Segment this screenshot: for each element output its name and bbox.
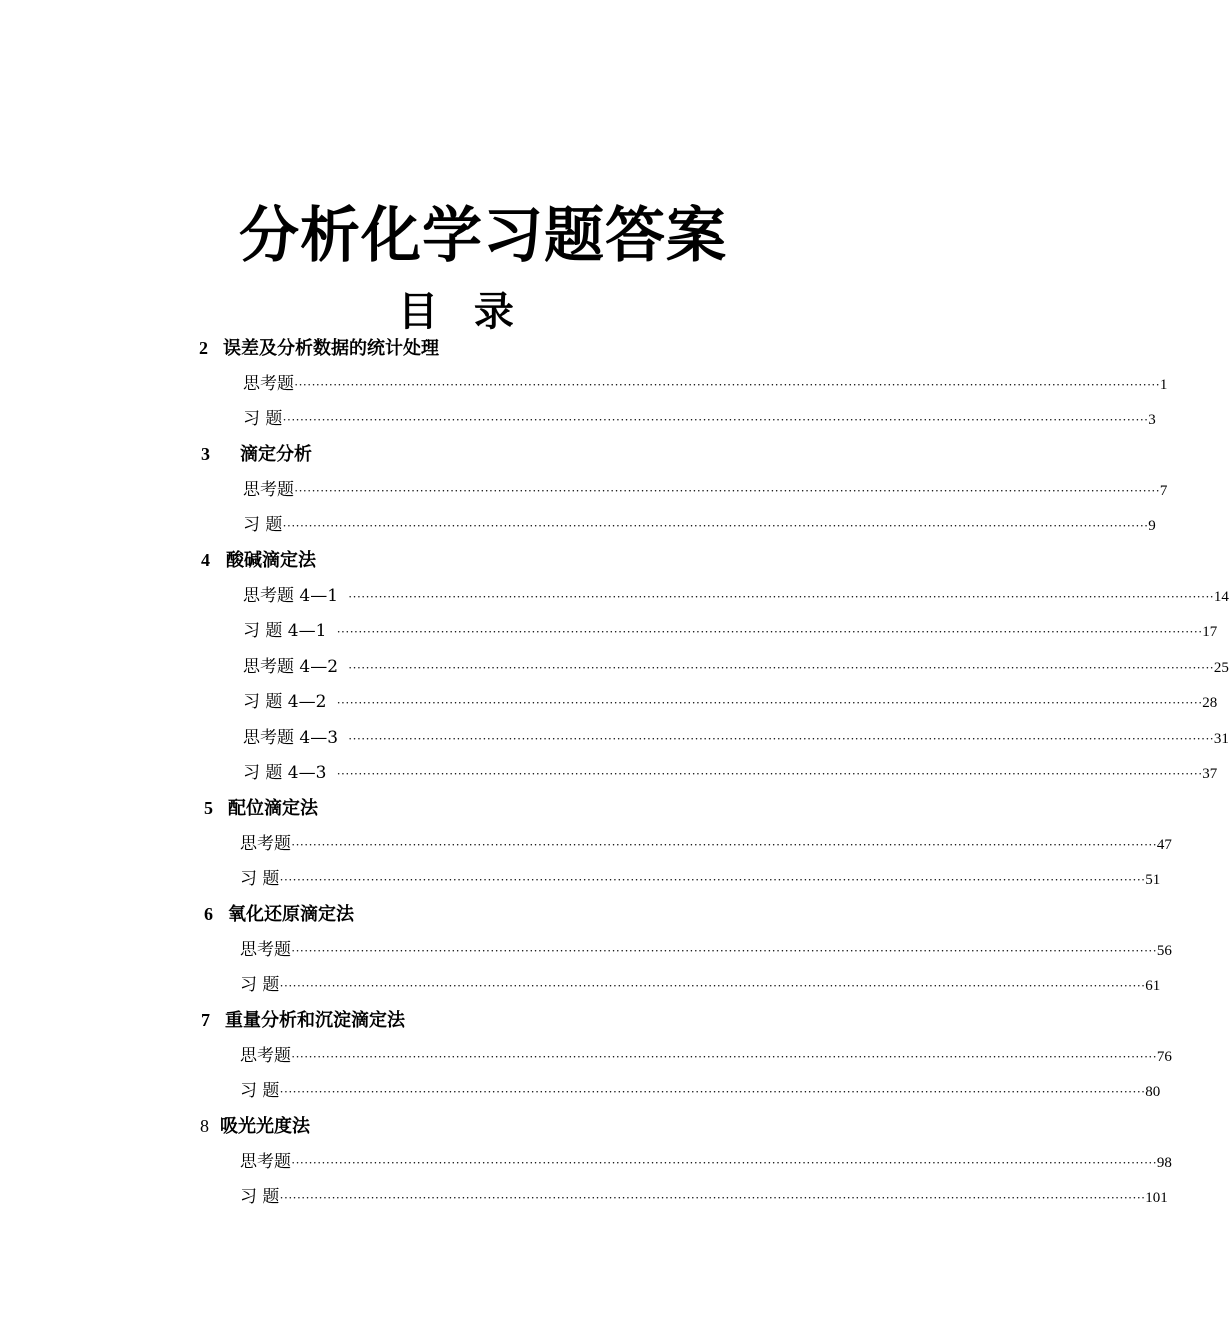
toc-entry[interactable] (240, 972, 1161, 998)
dot-leader: ········································································································································································································ (282, 518, 1149, 533)
entry-label: 习 题 4—2 (243, 692, 327, 712)
document-title: 分析化学习题答案 (239, 201, 727, 271)
toc-heading: 目 录 (398, 288, 514, 335)
entry-page-number: 17 (1202, 624, 1218, 640)
toc-chapter-3[interactable] (201, 441, 312, 467)
chapter-number: 8 (200, 1116, 209, 1136)
dot-leader: ········································································································································································································ (279, 872, 1146, 887)
toc-chapter-2[interactable] (199, 335, 439, 361)
chapter-title: 吸光光度法 (220, 1116, 310, 1137)
chapter-number: 3 (201, 444, 210, 464)
entry-page-number: 28 (1202, 695, 1218, 711)
toc-chapter-8[interactable] (200, 1113, 310, 1139)
toc-chapter-5[interactable] (204, 795, 318, 821)
entry-label: 习 题 (240, 869, 280, 889)
toc-entry[interactable] (243, 583, 1229, 609)
toc-entry[interactable] (243, 512, 1156, 538)
entry-label: 思考题 (243, 374, 294, 394)
chapter-title: 误差及分析数据的统计处理 (223, 338, 439, 359)
dot-leader: ········································································································································································································ (294, 483, 1160, 498)
entry-label: 思考题 4—2 (243, 657, 339, 677)
entry-page-number: 9 (1148, 518, 1156, 534)
entry-page-number: 14 (1213, 589, 1229, 605)
toc-entry[interactable] (243, 371, 1168, 397)
entry-page-number: 80 (1145, 1084, 1161, 1100)
entry-page-number: 98 (1156, 1155, 1172, 1171)
dot-leader: ········································································································································································································ (279, 1084, 1146, 1099)
entry-label: 思考题 (240, 834, 291, 854)
dot-leader: ········································································································································································································ (336, 695, 1203, 710)
chapter-title: 滴定分析 (240, 444, 312, 465)
entry-page-number: 37 (1202, 766, 1218, 782)
entry-page-number: 76 (1156, 1049, 1172, 1065)
dot-leader: ········································································································································································································ (291, 1049, 1157, 1064)
dot-leader: ········································································································································································································ (348, 731, 1214, 746)
toc-chapter-7[interactable] (201, 1007, 405, 1033)
dot-leader: ········································································································································································································ (279, 1190, 1146, 1205)
entry-label: 习 题 4—1 (243, 621, 327, 641)
dot-leader: ········································································································································································································ (336, 624, 1203, 639)
chapter-title: 酸碱滴定法 (226, 550, 316, 571)
toc-chapter-6[interactable] (204, 901, 354, 927)
toc-entry[interactable] (243, 689, 1218, 715)
chapter-number: 7 (201, 1010, 210, 1030)
toc-entry[interactable] (243, 760, 1218, 786)
chapter-title: 重量分析和沉淀滴定法 (225, 1010, 405, 1031)
chapter-title: 配位滴定法 (228, 798, 318, 819)
entry-label: 习 题 (243, 515, 283, 535)
toc-entry[interactable] (240, 1078, 1161, 1104)
entry-label: 习 题 4—3 (243, 763, 327, 783)
toc-entry[interactable] (243, 725, 1229, 751)
entry-label: 思考题 (243, 480, 294, 500)
dot-leader: ········································································································································································································ (294, 377, 1160, 392)
toc-entry[interactable] (240, 937, 1172, 963)
entry-page-number: 47 (1156, 837, 1172, 853)
chapter-number: 5 (204, 798, 213, 818)
entry-page-number: 56 (1156, 943, 1172, 959)
entry-page-number: 51 (1145, 872, 1161, 888)
entry-page-number: 61 (1145, 978, 1161, 994)
entry-page-number: 1 (1159, 377, 1168, 393)
chapter-number: 6 (204, 904, 213, 924)
toc-entry[interactable] (243, 477, 1168, 503)
dot-leader: ········································································································································································································ (348, 589, 1214, 604)
dot-leader: ········································································································································································································ (282, 412, 1149, 427)
dot-leader: ········································································································································································································ (291, 1155, 1157, 1170)
entry-label: 思考题 4—3 (243, 728, 339, 748)
toc-entry[interactable] (243, 618, 1218, 644)
toc-entry[interactable] (240, 1184, 1168, 1210)
entry-label: 习 题 (243, 409, 283, 429)
toc-chapter-4[interactable] (201, 547, 316, 573)
entry-page-number: 25 (1213, 660, 1229, 676)
toc-entry[interactable] (243, 654, 1229, 680)
toc-entry[interactable] (240, 831, 1172, 857)
toc-entry[interactable] (243, 406, 1156, 432)
toc-entry[interactable] (240, 1043, 1172, 1069)
entry-page-number: 101 (1145, 1190, 1168, 1206)
dot-leader: ········································································································································································································ (291, 837, 1157, 852)
entry-label: 思考题 (240, 1152, 291, 1172)
entry-label: 思考题 (240, 940, 291, 960)
toc-entry[interactable] (240, 1149, 1172, 1175)
entry-page-number: 31 (1213, 731, 1229, 747)
dot-leader: ········································································································································································································ (336, 766, 1203, 781)
chapter-title: 氧化还原滴定法 (228, 904, 354, 925)
entry-label: 习 题 (240, 975, 280, 995)
chapter-number: 4 (201, 550, 210, 570)
entry-label: 思考题 4—1 (243, 586, 339, 606)
chapter-number: 2 (199, 338, 208, 358)
toc-entry[interactable] (240, 866, 1161, 892)
entry-label: 习 题 (240, 1081, 280, 1101)
dot-leader: ········································································································································································································ (279, 978, 1146, 993)
dot-leader: ········································································································································································································ (348, 660, 1214, 675)
dot-leader: ········································································································································································································ (291, 943, 1157, 958)
entry-label: 习 题 (240, 1187, 280, 1207)
entry-page-number: 7 (1159, 483, 1168, 499)
entry-page-number: 3 (1148, 412, 1156, 428)
entry-label: 思考题 (240, 1046, 291, 1066)
